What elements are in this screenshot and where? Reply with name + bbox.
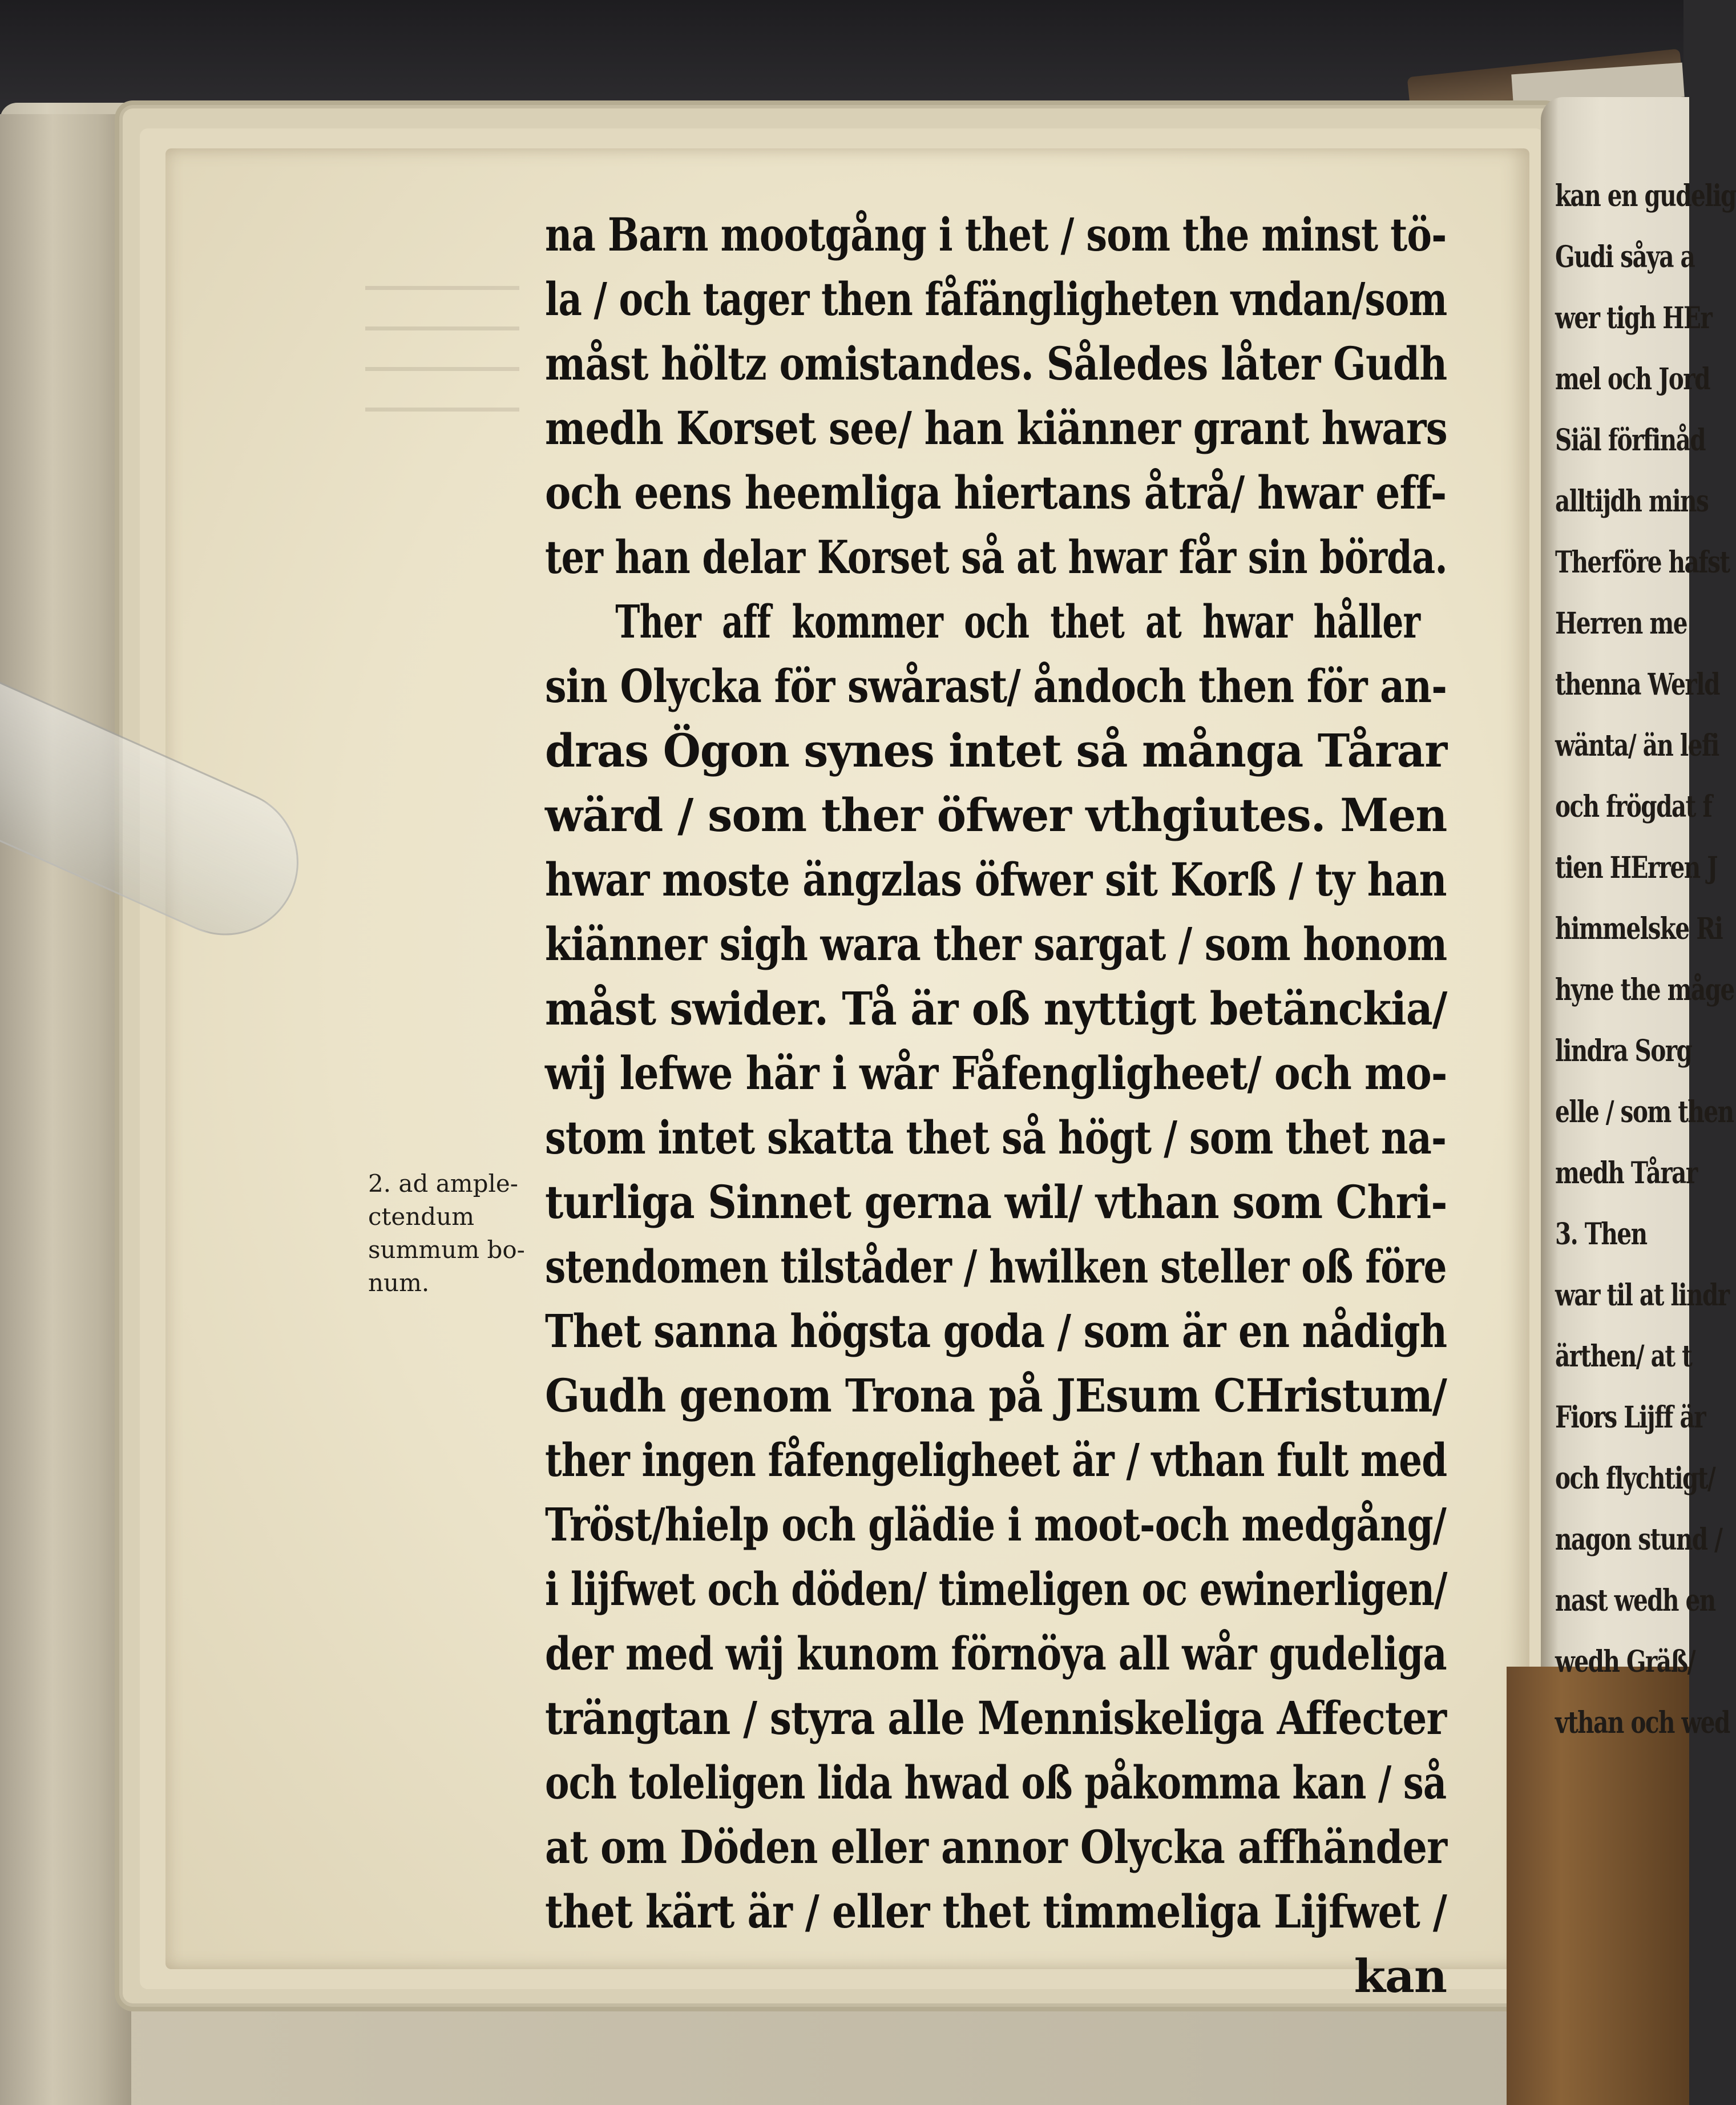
- text-line: i lijfwet och döden/ timeligen oc ewinerligen/: [545, 1562, 1447, 1616]
- facing-line: alltijdh mins: [1555, 484, 1709, 519]
- facing-line: tien HErren J: [1555, 850, 1717, 885]
- text-line: wij lefwe här i wår Fåfengligheet/ och mo-: [545, 1046, 1447, 1100]
- text-line: wärd / som ther öfwer vthgiutes. Men: [545, 788, 1447, 842]
- facing-line: Siäl förfinåd: [1555, 423, 1706, 458]
- text-line: stom intet skatta thet så högt / som thet na-: [545, 1111, 1447, 1164]
- facing-page-text: [1555, 166, 1736, 1753]
- text-line: na Barn mootgång i thet / som the minst tö-: [545, 208, 1447, 261]
- text-line: medh Korset see/ han kiänner grant hwars: [545, 401, 1447, 455]
- facing-line: nast wedh en: [1555, 1583, 1715, 1618]
- text-line: Ther aff kommer och thet at hwar håller: [615, 595, 1420, 648]
- margin-note-line: num.: [368, 1269, 430, 1297]
- text-line: ther ingen fåfengeligheet är / vthan fult med: [545, 1433, 1447, 1487]
- text-line: kiänner sigh wara ther sargat / som honom: [545, 917, 1447, 971]
- text-line: sin Olycka för swårast/ åndoch then för an-: [545, 659, 1447, 713]
- catchword: kan: [1354, 1949, 1447, 2003]
- facing-line: Herren me: [1555, 606, 1687, 641]
- text-line: Tröst/hielp och glädie i moot-och medgång/: [545, 1498, 1447, 1551]
- text-line: måst höltz omistandes. Således låter Gudh: [545, 337, 1447, 390]
- facing-line: kan en gudelig: [1555, 179, 1736, 213]
- facing-line: och frögdat f: [1555, 789, 1712, 824]
- margin-note-line: ctendum: [368, 1203, 475, 1231]
- facing-line: wedh Gräß/: [1555, 1644, 1695, 1679]
- text-line: la / och tager then fåfängligheten vndan/som: [545, 272, 1447, 326]
- text-line: turliga Sinnet gerna wil/ vthan som Chri-: [545, 1175, 1447, 1229]
- margin-note: [368, 1167, 539, 1300]
- margin-note-line: 2. ad ample-: [368, 1170, 518, 1197]
- facing-line: medh Tårar: [1555, 1156, 1697, 1191]
- text-line: ter han delar Korset så at hwar får sin börda.: [545, 530, 1447, 584]
- margin-note-line: summum bo-: [368, 1236, 525, 1264]
- facing-line: nagon stund /: [1555, 1522, 1722, 1557]
- facing-line: 3. Then: [1555, 1217, 1647, 1252]
- text-line: och eens heemliga hiertans åtrå/ hwar eff-: [545, 466, 1447, 519]
- text-line: trängtan / styra alle Menniskeliga Affecter: [545, 1691, 1447, 1745]
- main-text-block: [545, 203, 1447, 2009]
- facing-line: Fiors Lijff är: [1555, 1400, 1706, 1435]
- facing-line: lindra Sorg: [1555, 1034, 1692, 1068]
- text-line: Gudh genom Trona på JEsum CHristum/: [545, 1369, 1447, 1422]
- facing-line: hyne the måge: [1555, 973, 1734, 1007]
- text-line: at om Döden eller annor Olycka affhänder: [545, 1820, 1447, 1874]
- text-line: måst swider. Tå är oß nyttigt betänckia/: [545, 982, 1447, 1035]
- facing-line: och flychtigt/: [1555, 1461, 1715, 1496]
- facing-line: war til at lindr: [1555, 1278, 1729, 1313]
- text-line: dras Ögon synes intet så många Tårar: [545, 724, 1447, 777]
- facing-line: thenna Werld: [1555, 667, 1719, 702]
- facing-line: elle / som then: [1555, 1095, 1734, 1130]
- text-line: thet kärt är / eller thet timmeliga Lijfwet /: [545, 1885, 1447, 1938]
- text-line: der med wij kunom förnöya all wår gudeliga: [545, 1627, 1447, 1680]
- text-line: stendomen tilståder / hwilken steller oß före: [545, 1240, 1447, 1293]
- cover-left-edge: [0, 114, 131, 2105]
- text-line: hwar moste ängzlas öfwer sit Korß / ty han: [545, 853, 1447, 906]
- facing-line: himmelske Ri: [1555, 912, 1723, 946]
- facing-line: Gudi såya a: [1555, 240, 1695, 275]
- text-line: Thet sanna högsta goda / som är en nådigh: [545, 1304, 1447, 1358]
- facing-line: mel och Jord: [1555, 362, 1710, 397]
- facing-line: ärthen/ at t: [1555, 1339, 1692, 1374]
- show-through-text: [365, 260, 519, 422]
- facing-line: Therföre hafst: [1555, 545, 1730, 580]
- facing-line: wänta/ än lefi: [1555, 728, 1719, 763]
- facing-line: wer tigh HEr: [1555, 301, 1712, 336]
- text-line: och toleligen lida hwad oß påkomma kan / så: [545, 1756, 1447, 1809]
- facing-line: vthan och wed: [1555, 1705, 1730, 1740]
